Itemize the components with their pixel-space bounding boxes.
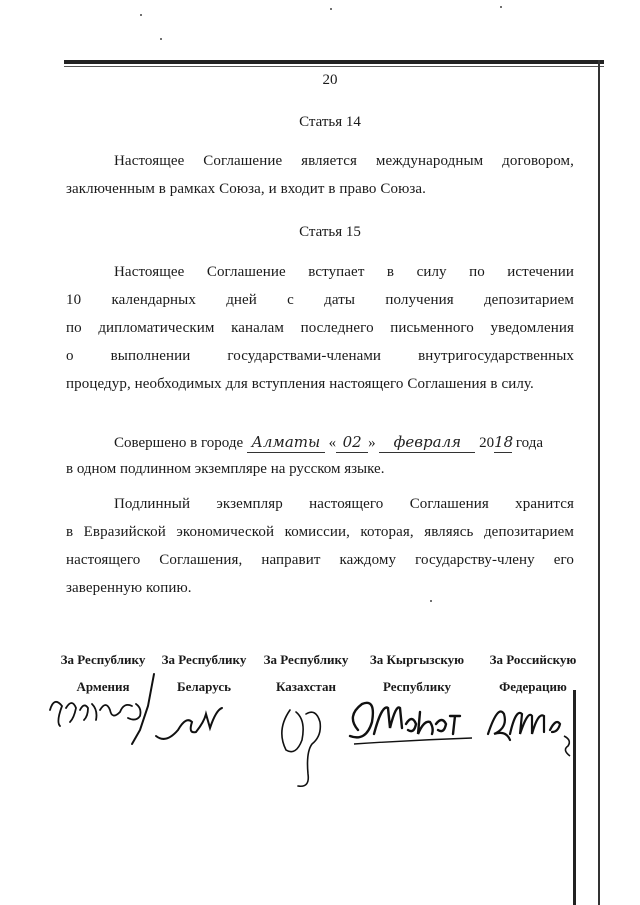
execution-line-2: в одном подлинном экземпляре на русском языке. [66,461,385,477]
text-line: Настоящее Соглашение является международным договором, [114,153,574,169]
text-line: заключенным в рамках Союза, и входит в право Союза. [66,181,427,197]
year-prefix: 20 [479,435,495,451]
scan-speck [330,8,332,10]
year-word: года [515,435,544,451]
text-line: в Евразийской экономической комиссии, которая, являясь депозитарием [66,524,574,540]
signatory-armenia: За Республику Армения [60,652,146,694]
quote-close: » [368,435,376,451]
signatory-belarus: За Республику Беларусь [161,652,247,694]
scan-border-top [64,60,604,64]
city-field: Алматы [247,432,325,453]
text-line: Подлинный экземпляр настоящего Соглашения хранится [114,496,574,512]
text-line: заверенную копию. [66,580,192,596]
scan-speck [140,14,142,16]
text-line: настоящего Соглашения, направит каждому государству-члену его [66,552,574,568]
quote-open: « [328,435,337,451]
article-14-heading: Статья 14 [299,114,361,130]
signatory-kyrgyzstan: За Кыргызскую Республику [369,652,465,694]
signature-kazakhstan [270,690,340,790]
article-14-paragraph [66,147,574,203]
text-line: процедур, необходимых для вступления настоящего Соглашения в силу. [66,376,534,392]
page-number: 20 [322,72,338,88]
text-line: по дипломатическим каналам последнего письменного уведомления [66,320,574,336]
signatory-kazakhstan: За Республику Казахстан [263,652,349,694]
signature-russia [480,694,580,764]
text-line: Настоящее Соглашение вступает в силу по истечении [114,264,574,280]
month-field: февраля [379,432,475,453]
scan-border-top-thin [64,66,604,67]
day-field: 02 [336,432,368,453]
scan-speck [500,6,502,8]
text-line: 10 календарных дней с даты получения депозитарием [66,292,574,308]
signatory-russia: За Российскую Федерацию [489,652,577,694]
execution-line-1 [66,430,578,456]
original-copy-paragraph [66,490,574,602]
execution-clause [66,430,578,482]
article-15-heading: Статья 15 [299,224,361,240]
article-15-paragraph [66,258,574,398]
signature-kyrgyzstan [344,694,484,750]
year-field: 18 [494,433,514,451]
signature-belarus [150,692,230,752]
text-line: о выполнении государствами-членами внутригосударственных [66,348,574,364]
scan-speck [160,38,162,40]
execution-prefix: Совершено в городе [114,435,244,451]
scan-border-right [598,60,600,905]
